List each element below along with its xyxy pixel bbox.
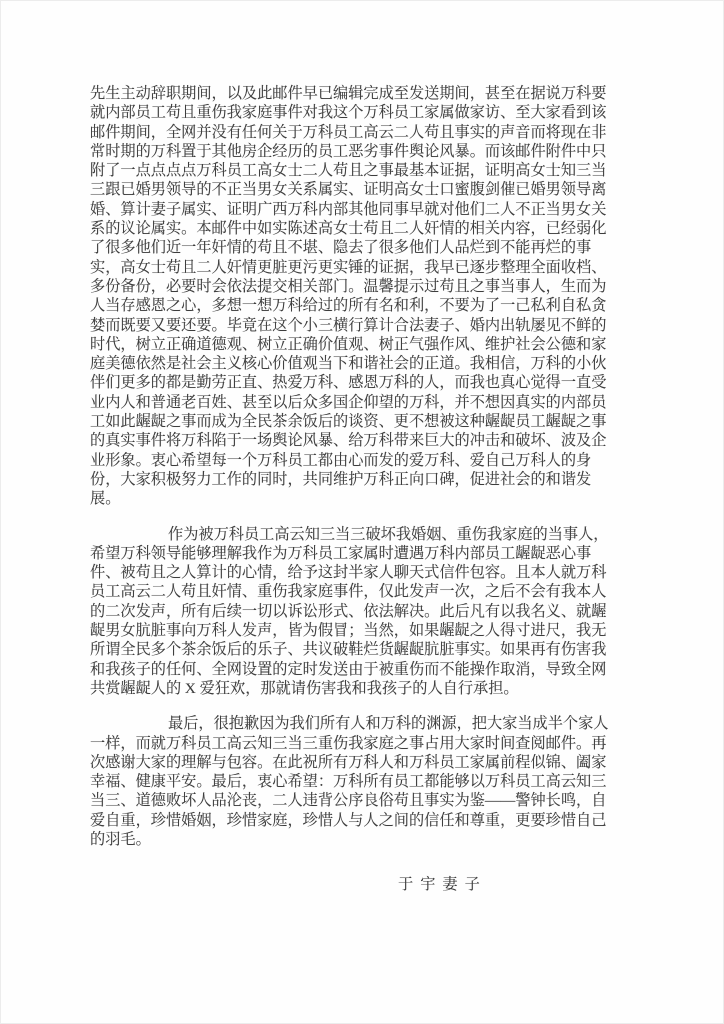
text-line: 就内部员工苟且重伤我家庭事件对我这个万科员工家属做家访、至大家看到该 xyxy=(90,104,607,122)
text-line: 的真实事件将万科陷于一场舆论风暴、给万科带来巨大的冲击和破坏、波及企 xyxy=(90,432,607,450)
text-line: 和我孩子的任何、全网设置的定时发送由于被重伤而不能操作取消，导致全网 xyxy=(90,660,607,678)
text-line: 的二次发声，所有后续一切以诉讼形式、依法解决。此后凡有以我名义、就龌 xyxy=(90,602,607,620)
text-line: 龊男女肮脏事向万科人发声，皆为假冒；当然，如果龌龊之人得寸进尺，我无 xyxy=(90,622,607,640)
text-line: 邮件期间，全网并没有任何关于万科员工高云二人苟且事实的声音而将现在非 xyxy=(90,123,607,141)
signature: 于宇妻子 xyxy=(398,876,487,894)
text-line: 三跟已婚男领导的不正当男女关系属实、证明高女士口蜜腹剑催已婚男领导离 xyxy=(90,181,607,199)
text-line: 业内人和普通老百姓、甚至以后众多国企仰望的万科，并不想因真实的内部员 xyxy=(90,393,607,411)
text-line: 婪而既要又要还要。毕竟在这个小三横行算计合法妻子、婚内出轨屡见不鲜的 xyxy=(90,316,607,334)
text-line: 的羽毛。 xyxy=(90,830,151,848)
text-line: 一样，而就万科员工高云知三当三重伤我家庭之事占用大家时间查阅邮件。再 xyxy=(90,734,607,752)
letter-paragraphs xyxy=(90,84,614,849)
text-line: 份，大家积极努力工作的同时，共同维护万科正向口碑，促进社会的和谐发 xyxy=(90,470,592,488)
text-line: 爱自重，珍惜婚姻，珍惜家庭，珍惜人与人之间的信任和尊重，更要珍惜自己 xyxy=(90,811,607,829)
text-line: 当三、道德败坏人品沦丧，二人违背公序良俗苟且事实为鉴——警钟长鸣，自 xyxy=(90,792,607,810)
letter-body xyxy=(90,84,614,895)
paragraph xyxy=(90,714,614,849)
paragraph xyxy=(90,525,614,699)
paragraph xyxy=(90,84,614,509)
text-line: 时代，树立正确道德观、树立正确价值观、树正气强作风、维护社会公德和家 xyxy=(90,335,607,353)
text-line: 附了一点点点点万科员工高女士二人苟且之事最基本证据，证明高女士知三当 xyxy=(90,162,607,180)
text-line: 实，高女士苟且二人奸情更脏更污更实锤的证据，我早已逐步整理全面收档、 xyxy=(90,258,607,276)
text-line: 展。 xyxy=(90,490,121,508)
text-line: 了很多他们近一年奸情的苟且不堪、隐去了很多他们人品烂到不能再烂的事 xyxy=(90,239,592,257)
text-line: 最后，很抱歉因为我们所有人和万科的渊源，把大家当成半个家人 xyxy=(168,715,609,733)
text-line: 工如此龌龊之事而成为全民茶余饭后的谈资、更不想被这种龌龊员工龌龊之事 xyxy=(90,413,607,431)
text-line: 作为被万科员工高云知三当三破坏我婚姻、重伤我家庭的当事人， xyxy=(168,525,609,543)
text-line: 次感谢大家的理解与包容。在此祝所有万科人和万科员工家属前程似锦、阖家 xyxy=(90,753,607,771)
text-line: 所谓全民多个茶余饭后的乐子、共议破鞋烂货龌龊肮脏事实。如果再有伤害我 xyxy=(90,641,607,659)
text-line: 先生主动辞职期间，以及此邮件早已编辑完成至发送期间，甚至在据说万科要 xyxy=(90,85,607,102)
text-line: 常时期的万科置于其他房企经历的员工恶劣事件舆论风暴。而该邮件附件中只 xyxy=(90,142,607,160)
text-line: 件、被苟且之人算计的心情，给予这封半家人聊天式信件包容。且本人就万科 xyxy=(90,564,607,582)
text-line: 系的议论属实。本邮件中如实陈述高女士苟且二人奸情的相关内容，已经弱化 xyxy=(90,220,607,238)
text-line: 业形象。衷心希望每一个万科员工都由心而发的爱万科、爱自己万科人的身 xyxy=(90,451,592,469)
text-line: 共赏龌龊人的 X 爱狂欢，那就请伤害我和我孩子的人自行承担。 xyxy=(90,679,519,697)
text-line: 庭美德依然是社会主义核心价值观当下和谐社会的正道。我相信，万科的小伙 xyxy=(90,355,607,373)
text-line: 幸福、健康平安。最后，衷心希望：万科所有员工都能够以万科员工高云知三 xyxy=(90,773,607,791)
text-line: 人当存感恩之心，多想一想万科给过的所有名和利，不要为了一己私利自私贪 xyxy=(90,297,607,315)
text-line: 婚、算计妻子属实、证明广西万科内部其他同事早就对他们二人不正当男女关 xyxy=(90,200,607,218)
text-line: 伴们更多的都是勤劳正直、热爱万科、感恩万科的人，而我也真心觉得一直受 xyxy=(90,374,607,392)
text-line: 希望万科领导能够理解我作为万科员工家属时遭遇万科内部员工龌龊恶心事 xyxy=(90,544,592,562)
text-line: 员工高云二人苟且奸情、重伤我家庭事件，仅此发声一次，之后不会有我本人 xyxy=(90,583,607,601)
text-line: 多份备份，必要时会依法提交相关部门。温馨提示过苟且之事当事人，生而为 xyxy=(90,277,607,295)
